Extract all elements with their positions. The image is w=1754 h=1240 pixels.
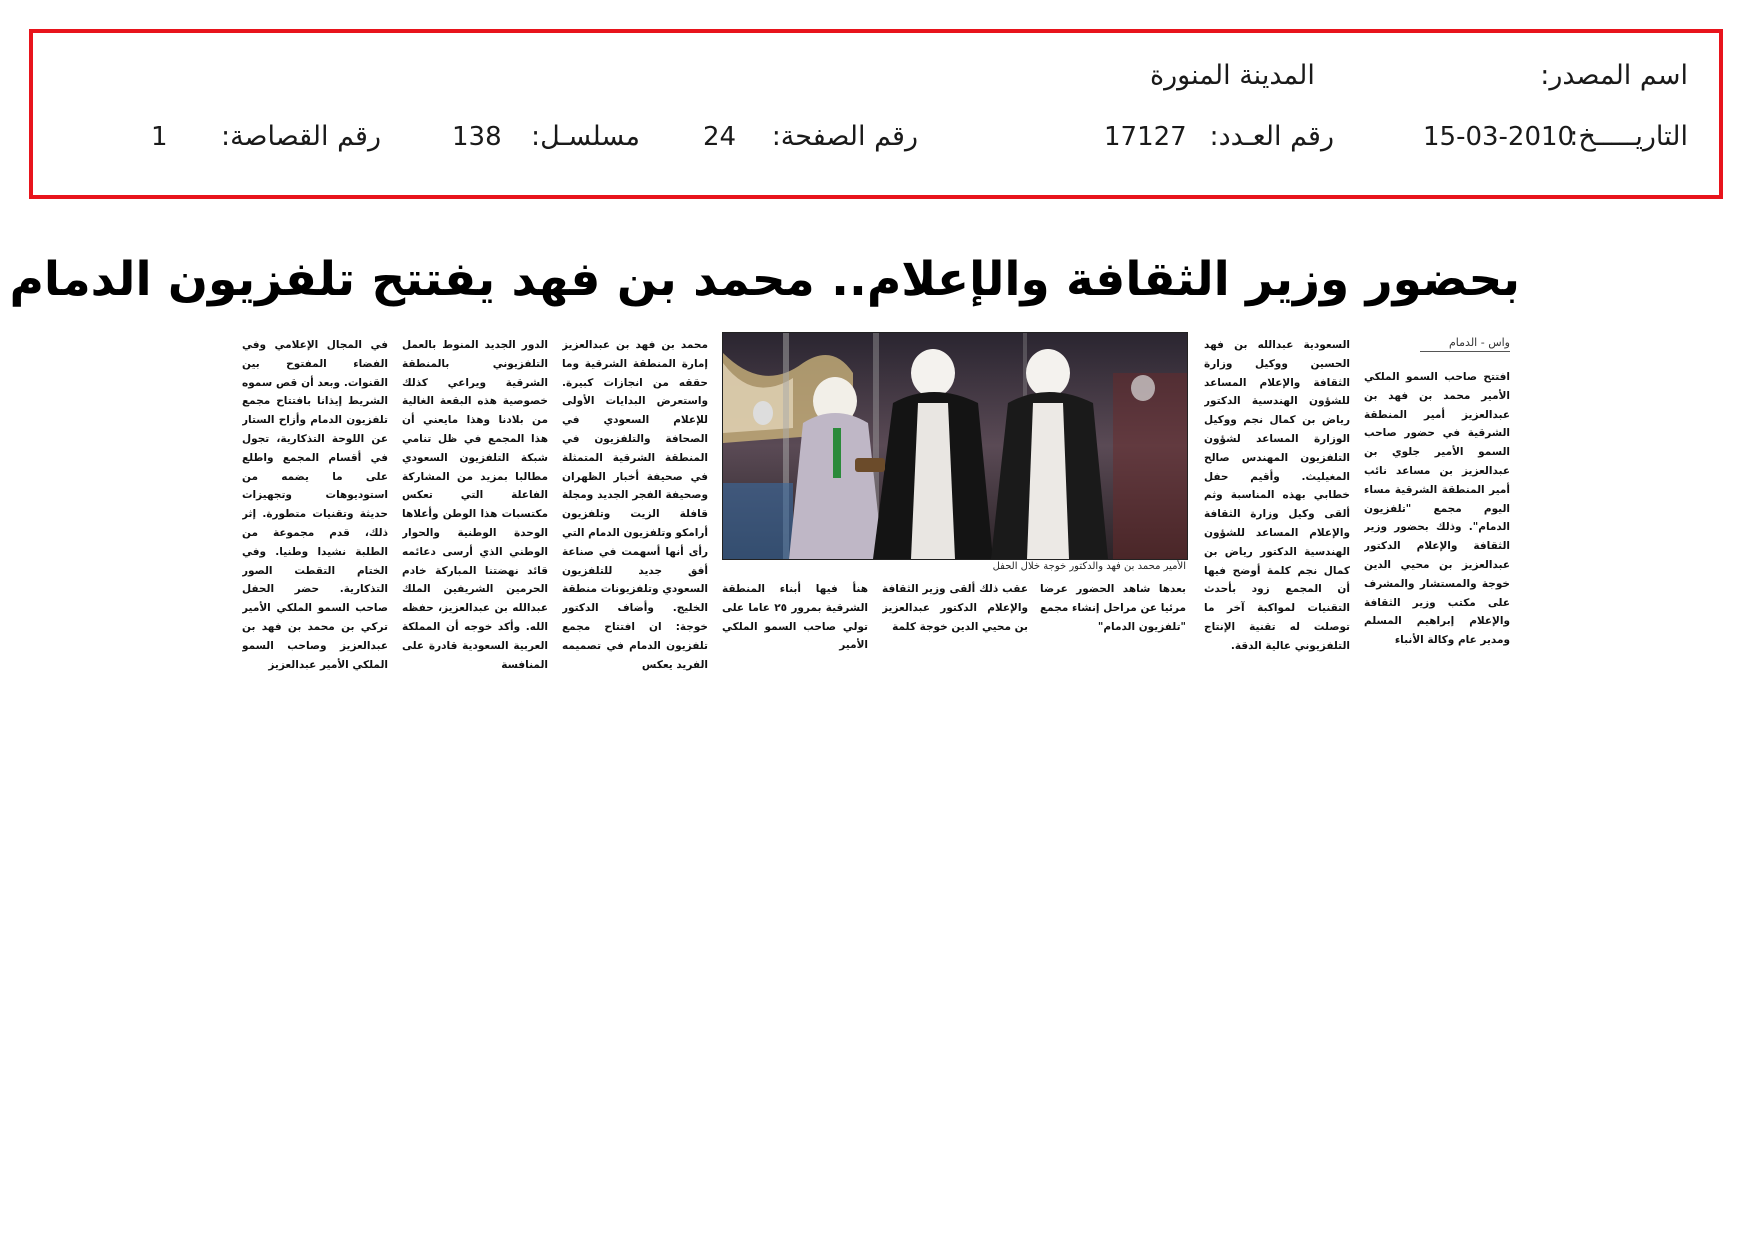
issue-label: رقم العـدد:	[1209, 121, 1334, 152]
date-value: 15-03-2010	[1423, 122, 1575, 152]
clip-value: 1	[151, 122, 168, 152]
page-value: 24	[703, 122, 737, 152]
serial-label: مسلسـل:	[530, 121, 640, 152]
article-column-7	[402, 336, 548, 674]
article-column-2	[1204, 336, 1350, 656]
source-value: المدينة المنورة	[1150, 60, 1315, 91]
issue-value: 17127	[1104, 122, 1187, 152]
column-text: محمد بن فهد بن عبدالعزيز إمارة المنطقة الشرقية وما حققه من انجازات كبيرة. واستعرض البدايات الأولى للإعلام السعودي في الصحافة والتلفزيون في المنطقة الشرقية المتمثلة في صحيفة أخبار الظهران وصحيفة الفجر الجديد ومجلة قافلة الزيت وتلفزيون أرامكو وتلفزيون الدمام التي رأى أنها أسهمت في صناعة أفق جديد للتلفزيون السعودي وتلفزيونات منطقة الخليج. وأضاف الدكتور خوجة: ان افتتاح مجمع تلفزيون الدمام في تصميمه الفريد يعكس	[562, 339, 708, 671]
article-photo	[722, 332, 1188, 560]
ceremony-photo-illustration	[723, 333, 1187, 559]
article-headline: بحضور وزير الثقافة والإعلام.. محمد بن فهد يفتتح تلفزيون الدمام	[9, 252, 1520, 307]
column-text: هنأ فيها أبناء المنطقة الشرقية بمرور ٢٥ عاما على تولي صاحب السمو الملكي الأمير	[722, 583, 868, 652]
photo-caption: الأمير محمد بن فهد والدكتور خوجة خلال الحفل	[992, 561, 1186, 572]
article-column-1	[1364, 368, 1510, 650]
column-text: افتتح صاحب السمو الملكي الأمير محمد بن فهد بن عبدالعزيز أمير المنطقة الشرقية في حضور صاحب السمو الأمير جلوي بن عبدالعزيز بن مساعد نائب أمير المنطقة الشرقية مساء اليوم مجمع "تلفزيون الدمام". وذلك بحضور وزير الثقافة والإعلام الدكتور عبدالعزيز بن محيي الدين خوجة والمستشار والمشرف على مكتب وزير الثقافة والإعلام إبراهيم المسلم ومدير عام وكالة الأنباء	[1364, 371, 1510, 647]
article-column-4	[882, 580, 1028, 636]
article-column-6	[562, 336, 708, 674]
column-text: الدور الجديد المنوط بالعمل التلفزيوني بالمنطقة الشرقية ويراعي كذلك خصوصية هذه البقعة الغالية من بلادنا وهذا مايعني أن هذا المجمع في ظل تنامي شبكة التلفزيون السعودي مطالبا بمزيد من المشاركة الفاعلة التي تعكس مكتسبات هذا الوطن وأعلاها الوحدة الوطنية والحوار الوطني الذي أرسى دعائمه قائد نهضتنا المباركة خادم الحرمين الشريفين الملك عبدالله بن عبدالعزيز، حفظه الله. وأكد خوجه أن المملكة العربية السعودية قادرة على المنافسة	[402, 339, 548, 671]
column-text: السعودية عبدالله بن فهد الحسين ووكيل وزارة الثقافة والإعلام المساعد للشؤون الهندسية الدكتور رياض بن كمال نجم ووكيل الوزارة المساعد لشؤون التلفزيون المهندس صالح المغيليث. وأقيم حفل خطابي بهذه المناسبة وثم ألقى وكيل وزارة الثقافة والإعلام المساعد للشؤون الهندسية الدكتور رياض بن كمال نجم كلمة أوضح فيها أن المجمع زود بأحدث التقنيات لمواكبة آخر ما توصلت له تقنية الإنتاج التلفزيوني عالية الدقة.	[1204, 339, 1350, 652]
article-dateline: واس - الدمام	[1420, 336, 1510, 352]
article-column-3	[1040, 580, 1186, 636]
column-text: في المجال الإعلامي وفي الفضاء المفتوح بين القنوات. وبعد أن قص سموه الشريط إيذانا بافتتاح مجمع تلفزيون الدمام وأزاح الستار عن اللوحة التذكارية، تجول في أقسام المجمع واطلع على ما يضمه من استوديوهات وتجهيزات حديثة وتقنيات متطورة. إثر ذلك، قدم مجموعة من الطلبة نشيدا وطنيا. وفي الختام التقطت الصور التذكارية. حضر الحفل صاحب السمو الملكي الأمير تركي بن محمد بن فهد بن عبدالعزيز وصاحب السمو الملكي الأمير عبدالعزيز	[242, 339, 388, 671]
article-column-8	[242, 336, 388, 674]
article-column-5	[722, 580, 868, 655]
clipping-metadata-box	[29, 29, 1723, 199]
page-label: رقم الصفحة:	[771, 121, 918, 152]
serial-value: 138	[452, 122, 502, 152]
column-text: عقب ذلك ألقى وزير الثقافة والإعلام الدكتور عبدالعزيز بن محيي الدين خوجة كلمة	[882, 583, 1028, 633]
source-label: اسم المصدر:	[1540, 60, 1688, 91]
clip-label: رقم القصاصة:	[220, 121, 381, 152]
column-text: بعدها شاهد الحضور عرضا مرئيا عن مراحل إنشاء مجمع "تلفزيون الدمام"	[1040, 583, 1186, 633]
date-label: التاريـــــخ:	[1569, 121, 1688, 152]
